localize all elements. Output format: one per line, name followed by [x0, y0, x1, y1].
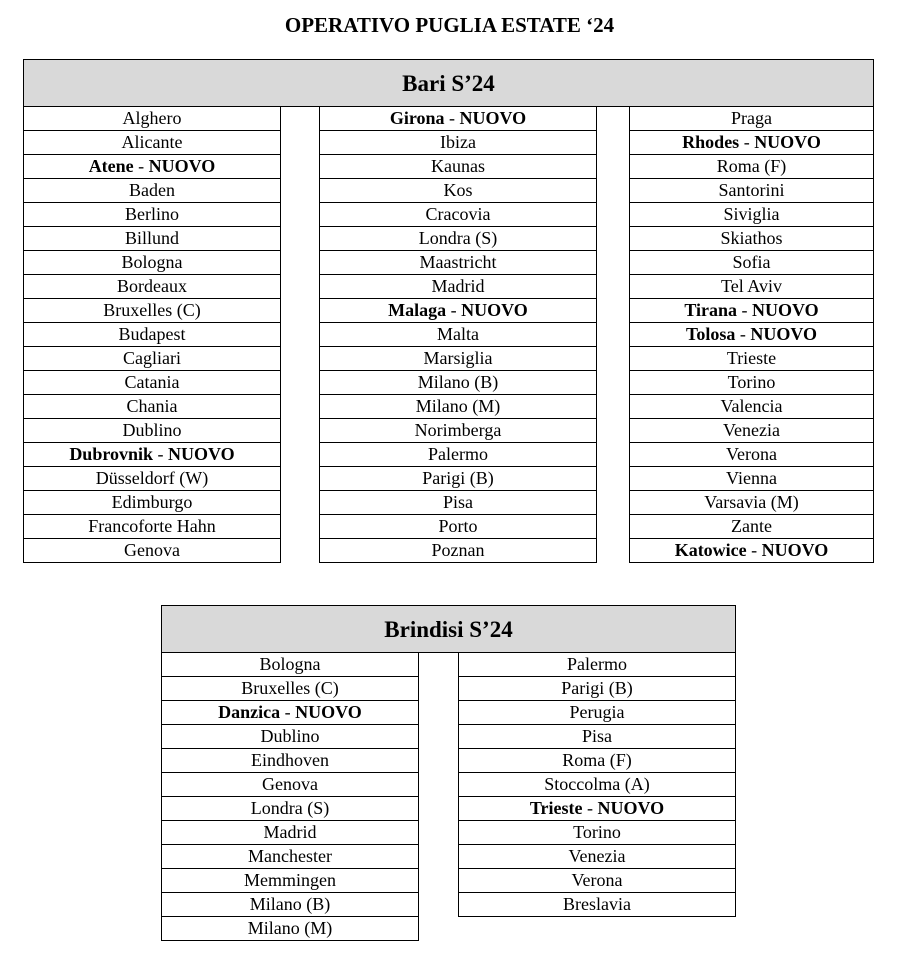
new-badge: NUOVO: [461, 300, 528, 320]
destination-cell: [24, 323, 280, 347]
destination-name: Siviglia: [723, 204, 780, 224]
destination-cell: [320, 395, 596, 419]
destination-cell-new: [162, 701, 418, 725]
destination-name: Malta: [437, 324, 479, 344]
separator: -: [280, 702, 296, 722]
destination-cell: [459, 821, 735, 845]
destination-name: Roma (F): [562, 750, 632, 770]
destination-cell: [24, 347, 280, 371]
destination-name: Ibiza: [440, 132, 476, 152]
destination-cell: [459, 653, 735, 677]
destination-cell: [320, 251, 596, 275]
destination-name: Malaga: [388, 300, 447, 320]
destination-name: Bruxelles (C): [241, 678, 339, 698]
destination-cell: [320, 539, 596, 563]
destination-name: Bologna: [259, 654, 321, 674]
destination-name: Bruxelles (C): [103, 300, 201, 320]
destination-name: Düsseldorf (W): [95, 468, 209, 488]
destination-cell: [320, 275, 596, 299]
destination-name: Poznan: [431, 540, 485, 560]
destination-cell: [630, 443, 873, 467]
destination-cell: [630, 419, 873, 443]
destination-name: Norimberga: [414, 420, 502, 440]
destination-name: Manchester: [248, 846, 332, 866]
destination-cell: [459, 677, 735, 701]
destination-name: Milano (B): [249, 894, 331, 914]
destination-name: Milano (B): [417, 372, 499, 392]
new-badge: NUOVO: [459, 108, 527, 128]
destination-cell: [24, 395, 280, 419]
destination-name: Praga: [731, 108, 772, 128]
destination-cell-new: [24, 155, 280, 179]
destination-cell: [162, 653, 418, 677]
destination-name: Danzica: [218, 702, 281, 722]
separator: -: [133, 156, 149, 176]
destination-cell: [320, 323, 596, 347]
destination-name: Roma (F): [716, 156, 787, 176]
new-badge: NUOVO: [168, 444, 235, 464]
destination-name: Katowice: [674, 540, 747, 560]
new-badge: NUOVO: [761, 540, 829, 560]
destination-name: Edimburgo: [111, 492, 193, 512]
destination-name: Budapest: [118, 324, 186, 344]
destination-name: Tirana: [684, 300, 738, 320]
destination-name: Tolosa: [686, 324, 736, 344]
destination-name: Berlino: [125, 204, 179, 224]
destination-cell: [459, 893, 735, 917]
destination-name: Kaunas: [431, 156, 485, 176]
destination-name: Venezia: [568, 846, 626, 866]
brindisi-column-1: [161, 653, 419, 941]
new-badge: NUOVO: [148, 156, 216, 176]
destination-cell: [459, 845, 735, 869]
destination-cell: [320, 371, 596, 395]
bari-column-1: [23, 107, 281, 563]
destination-name: Pisa: [581, 726, 612, 746]
destination-cell: [320, 179, 596, 203]
destination-cell: [630, 467, 873, 491]
destination-name: Londra (S): [250, 798, 330, 818]
destination-cell: [459, 749, 735, 773]
destination-cell: [630, 515, 873, 539]
destination-name: Vienna: [726, 468, 777, 488]
brindisi-column-2: [458, 653, 736, 917]
destination-cell: [24, 491, 280, 515]
destination-cell: [24, 299, 280, 323]
destination-cell: [162, 677, 418, 701]
section-header-bari: Bari S’24: [23, 59, 874, 107]
destination-name: Rhodes: [682, 132, 740, 152]
destination-name: Sofia: [732, 252, 771, 272]
destination-name: Madrid: [431, 276, 485, 296]
destination-name: Eindhoven: [251, 750, 329, 770]
separator: -: [735, 324, 751, 344]
destination-name: Porto: [438, 516, 478, 536]
destination-name: Londra (S): [418, 228, 498, 248]
destination-cell: [320, 227, 596, 251]
destination-name: Parigi (B): [561, 678, 633, 698]
destination-cell: [320, 203, 596, 227]
separator: -: [739, 132, 755, 152]
destination-cell: [24, 515, 280, 539]
separator: -: [737, 300, 753, 320]
destination-cell: [162, 749, 418, 773]
destination-cell: [24, 107, 280, 131]
destination-name: Chania: [126, 396, 178, 416]
destination-name: Milano (M): [247, 918, 333, 938]
destination-cell: [24, 419, 280, 443]
destination-name: Maastricht: [419, 252, 497, 272]
destination-cell: [630, 203, 873, 227]
destination-name: Trieste: [529, 798, 583, 818]
destination-cell: [320, 131, 596, 155]
destination-cell: [459, 773, 735, 797]
destination-name: Genova: [262, 774, 318, 794]
destination-cell: [162, 917, 418, 941]
destination-name: Dubrovnik: [69, 444, 154, 464]
destination-cell-new: [630, 299, 873, 323]
destination-cell: [24, 251, 280, 275]
destination-cell: [162, 893, 418, 917]
destination-name: Cracovia: [425, 204, 491, 224]
destination-name: Memmingen: [244, 870, 336, 890]
destination-cell-new: [630, 539, 873, 563]
destination-name: Dublino: [260, 726, 320, 746]
destination-name: Madrid: [263, 822, 317, 842]
destination-name: Zante: [731, 516, 772, 536]
separator: -: [746, 540, 762, 560]
new-badge: NUOVO: [752, 300, 819, 320]
bari-column-2: [319, 107, 597, 563]
destination-cell: [630, 347, 873, 371]
destination-cell: [162, 869, 418, 893]
destination-name: Kos: [443, 180, 473, 200]
destination-name: Bordeaux: [117, 276, 187, 296]
destination-name: Alicante: [121, 132, 183, 152]
destination-cell: [459, 869, 735, 893]
new-badge: NUOVO: [754, 132, 821, 152]
destination-cell: [320, 491, 596, 515]
destination-cell: [162, 821, 418, 845]
destination-name: Dublino: [122, 420, 182, 440]
destination-name: Alghero: [122, 108, 182, 128]
section-header-brindisi: Brindisi S’24: [161, 605, 736, 653]
destination-name: Girona: [389, 108, 445, 128]
destination-name: Marsiglia: [423, 348, 493, 368]
destination-cell-new: [320, 107, 596, 131]
destination-name: Palermo: [428, 444, 488, 464]
destination-name: Tel Aviv: [721, 276, 782, 296]
destination-name: Milano (M): [415, 396, 501, 416]
destination-cell: [459, 701, 735, 725]
destination-name: Atene: [88, 156, 134, 176]
destination-cell: [459, 725, 735, 749]
destination-cell: [24, 371, 280, 395]
destination-cell: [630, 179, 873, 203]
destination-cell-new: [630, 131, 873, 155]
destination-cell: [320, 443, 596, 467]
destination-name: Palermo: [567, 654, 627, 674]
destination-cell: [630, 107, 873, 131]
destination-name: Stoccolma (A): [544, 774, 650, 794]
destination-cell: [630, 227, 873, 251]
destination-cell-new: [630, 323, 873, 347]
destination-name: Torino: [727, 372, 776, 392]
destination-cell: [162, 773, 418, 797]
destination-cell: [630, 371, 873, 395]
destination-cell: [24, 179, 280, 203]
destination-name: Pisa: [442, 492, 473, 512]
destination-name: Perugia: [569, 702, 625, 722]
destination-cell: [320, 347, 596, 371]
destination-name: Billund: [124, 228, 179, 248]
new-badge: NUOVO: [295, 702, 362, 722]
destination-cell: [24, 467, 280, 491]
destination-name: Francoforte Hahn: [88, 516, 216, 536]
destination-name: Verona: [726, 444, 777, 464]
destination-cell: [630, 491, 873, 515]
destination-name: Genova: [124, 540, 180, 560]
destination-name: Bologna: [121, 252, 183, 272]
destination-cell: [320, 155, 596, 179]
destination-cell: [162, 845, 418, 869]
separator: -: [582, 798, 598, 818]
destination-cell: [630, 395, 873, 419]
destination-name: Baden: [129, 180, 175, 200]
separator: -: [446, 300, 462, 320]
bari-column-3: [629, 107, 874, 563]
destination-cell: [162, 725, 418, 749]
destination-name: Torino: [573, 822, 621, 842]
destination-cell: [630, 251, 873, 275]
destination-name: Cagliari: [123, 348, 181, 368]
separator: -: [444, 108, 460, 128]
destination-cell: [24, 227, 280, 251]
destination-name: Breslavia: [563, 894, 631, 914]
destination-name: Varsavia (M): [704, 492, 799, 512]
destination-name: Santorini: [718, 180, 785, 200]
destination-cell-new: [320, 299, 596, 323]
page-title: OPERATIVO PUGLIA ESTATE ‘24: [284, 13, 615, 37]
destination-name: Verona: [571, 870, 623, 890]
new-badge: NUOVO: [597, 798, 665, 818]
destination-name: Skiathos: [720, 228, 783, 248]
destination-cell: [630, 275, 873, 299]
destination-cell: [630, 155, 873, 179]
separator: -: [153, 444, 169, 464]
destination-cell: [162, 797, 418, 821]
destination-cell: [24, 275, 280, 299]
destination-name: Valencia: [720, 396, 783, 416]
destination-cell: [24, 539, 280, 563]
destination-cell-new: [459, 797, 735, 821]
destination-cell: [24, 131, 280, 155]
destination-name: Catania: [124, 372, 180, 392]
destination-name: Venezia: [723, 420, 780, 440]
destination-cell: [320, 419, 596, 443]
new-badge: NUOVO: [750, 324, 817, 344]
destination-name: Parigi (B): [422, 468, 494, 488]
destination-name: Trieste: [726, 348, 777, 368]
destination-cell: [320, 515, 596, 539]
destination-cell: [320, 467, 596, 491]
destination-cell: [24, 203, 280, 227]
destination-cell-new: [24, 443, 280, 467]
